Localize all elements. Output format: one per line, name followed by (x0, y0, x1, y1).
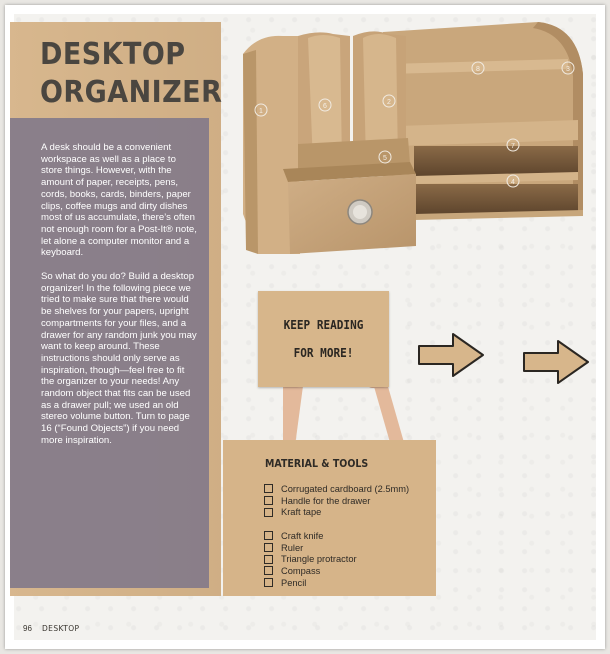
callout-5: 5 (383, 155, 387, 162)
list-item (264, 530, 424, 542)
callout-8: 8 (476, 66, 480, 73)
list-item (264, 577, 424, 589)
tool-label: Craft knife (281, 530, 324, 541)
body-text (41, 142, 199, 459)
callout-6: 6 (323, 103, 327, 110)
callout-2: 2 (387, 99, 391, 106)
body-paragraph-2: So what do you do? Build a desktop organizer! In the following piece we tried to make sure that there would be shelves for your papers, upright compartments for your files, and a drawer for any random junk you may want to keep around. These instructions should only serve as inspiration, though—feel free to fit the organizer to your needs! Any random object that fits can be used as a drawer pull; we used an old stereo volume button. Turn to page 16 (“Found Objects”) if you need more inspiration. (41, 271, 197, 446)
desktop-organizer-illustration (238, 14, 593, 264)
material-label: Handle for the drawer (281, 495, 371, 506)
materials-list (264, 483, 424, 518)
list-item (264, 565, 424, 577)
tool-label: Compass (281, 565, 321, 576)
callout-7: 7 (511, 143, 515, 150)
checkbox-icon (264, 555, 273, 564)
callout-1: 1 (259, 108, 263, 115)
arrow-right-icon (522, 337, 590, 387)
checkbox-icon (264, 508, 273, 517)
page-number: 96 (23, 624, 32, 633)
checkbox-icon (264, 496, 273, 505)
material-label: Corrugated cardboard (2.5mm) (281, 483, 410, 494)
list-item (264, 506, 424, 518)
body-paragraph-1: A desk should be a convenient workspace as well as a place to store things. However, with the amount of paper, receipts, pens, cords, books, cards, binders, paper clips, coffee mugs and dirty dishes most of us accumulate, there’s often not enough room for a Post-It® note, let alone a computer monitor and a keyboard. (41, 142, 197, 259)
material-label: Kraft tape (281, 507, 322, 518)
materials-heading: MATERIAL & TOOLS (265, 458, 369, 470)
checkbox-icon (264, 531, 273, 540)
arrow-right-icon (417, 330, 485, 380)
tool-label: Pencil (281, 577, 307, 588)
checkbox-icon (264, 543, 273, 552)
tools-list (264, 530, 424, 588)
checkbox-icon (264, 566, 273, 575)
section-label: DESKTOP (42, 624, 80, 633)
tool-label: Triangle protractor (281, 554, 357, 565)
checkbox-icon (264, 484, 273, 493)
callout-4: 4 (511, 179, 515, 186)
list-item (264, 542, 424, 554)
list-item (264, 483, 424, 495)
list-item (264, 553, 424, 565)
sign-text: KEEP READING FOR MORE! (283, 318, 364, 360)
tool-label: Ruler (281, 542, 304, 553)
checkbox-icon (264, 578, 273, 587)
callout-3: 3 (566, 66, 570, 73)
keep-reading-sign (258, 291, 389, 387)
list-item (264, 495, 424, 507)
page-title: DESKTOP ORGANIZER (40, 37, 223, 110)
